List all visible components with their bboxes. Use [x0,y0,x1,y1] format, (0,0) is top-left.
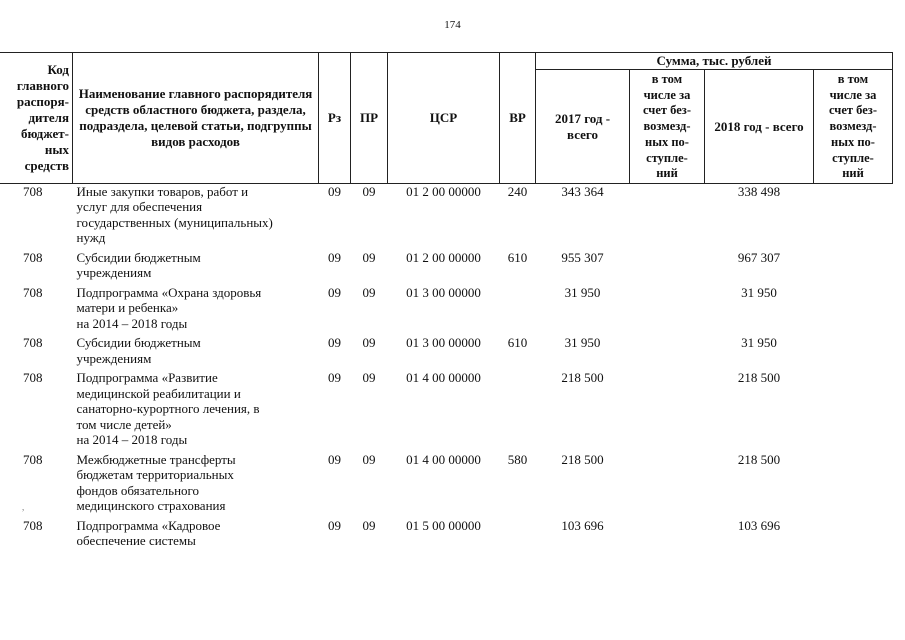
row-name-line: Субсидии бюджетным [76,249,201,265]
row-code-cell: 708 [23,183,43,199]
row-rz-cell: 09 [328,517,341,533]
header-2017-gratuitous-line: числе за [643,87,691,102]
row-rz-cell: 09 [328,451,341,467]
header-vr: ВР [500,53,536,184]
row-2017-gratuitous-cell [630,250,705,285]
row-name-line: Подпрограмма «Охрана здоровья [76,284,262,300]
row-name-line: Подпрограмма «Развитие [76,370,218,386]
row-2018-gratuitous-cell [814,250,893,285]
row-csr-cell: 01 2 00 00000 [406,249,481,265]
row-name-line: санаторно-курортного лечения, в [76,401,260,417]
row-2017-total-cell: 31 950 [564,284,601,300]
row-name-line: учреждениям [76,350,152,366]
row-name-line: медицинского страхования [76,498,226,514]
row-pr-cell: 09 [362,284,376,300]
header-2018-gratuitous-line: счет без- [829,103,877,118]
row-2017-total-cell: 955 307 [561,249,604,265]
row-2017-gratuitous-cell [630,370,705,452]
header-2017-gratuitous-line: в том [651,72,683,86]
row-name-line: фондов обязательного [76,482,200,498]
table-row [0,452,893,518]
header-2018-gratuitous-line: числе за [829,87,877,102]
header-2017-gratuitous [630,70,705,184]
row-2017-gratuitous-cell [630,452,705,518]
row-2017-gratuitous-cell [630,183,705,250]
row-name-line: на 2014 – 2018 годы [76,315,188,331]
row-vr-cell: 610 [507,335,528,351]
row-name-line: медицинской реабилитации и [76,385,241,401]
row-pr-cell: 09 [362,370,376,386]
row-2018-gratuitous-cell [814,183,893,250]
header-2017-gratuitous-line: ступле- [646,150,688,165]
row-rz-cell: 09 [328,284,341,300]
budget-table [0,52,893,553]
row-2017-total-cell: 218 500 [561,370,604,386]
row-2017-total-cell: 343 364 [561,183,604,199]
row-name-cell [73,183,319,250]
table-row [0,285,893,336]
row-csr-cell: 01 3 00 00000 [406,284,481,300]
row-2018-total-cell: 31 950 [741,335,777,351]
row-vr-cell: 610 [507,249,528,265]
header-code [0,53,73,184]
row-name-line: нужд [76,230,106,246]
row-code-cell: 708 [23,284,43,300]
header-code-line: главного [16,77,69,93]
row-csr-cell: 01 2 00 00000 [406,183,481,199]
header-rz: Рз [319,53,351,184]
row-2017-total-cell: 31 950 [564,335,601,351]
row-2018-total-cell: 103 696 [737,517,781,533]
row-pr-cell: 09 [362,451,376,467]
row-code-cell: 708 [23,451,43,467]
row-2018-gratuitous-cell [814,370,893,452]
row-name-line: Иные закупки товаров, работ и [76,183,249,199]
row-name-line: матери и ребенка» [76,300,179,316]
row-2018-total-cell: 218 500 [737,451,781,467]
header-code-line: бюджет- [20,125,69,141]
row-2018-gratuitous-cell [814,452,893,518]
row-vr-cell: 240 [507,183,528,199]
row-code-cell: 708 [23,370,43,386]
row-name-line: государственных (муниципальных) [76,214,273,230]
row-name-line: услуг для обеспечения [76,199,203,215]
header-2018-gratuitous-line: ступле- [832,150,874,165]
header-code-line: дителя [28,109,69,125]
row-vr-cell [500,285,536,336]
row-2017-total-cell: 103 696 [561,517,604,533]
header-2017-gratuitous-line: ний [656,166,678,181]
row-pr-cell: 09 [362,517,376,533]
row-2018-total-cell: 338 498 [737,183,781,199]
row-pr-cell: 09 [362,335,376,351]
header-2018-gratuitous-line: в том [837,72,869,86]
row-name-cell [73,335,319,370]
row-rz-cell: 09 [328,370,341,386]
row-name-cell [73,285,319,336]
row-2018-gratuitous-cell [814,518,893,553]
row-2017-gratuitous-cell [630,335,705,370]
row-name-line: Межбюджетные трансферты [76,451,236,467]
row-csr-cell: 01 4 00 00000 [406,370,481,386]
row-2017-gratuitous-cell [630,285,705,336]
table-header [0,53,893,184]
header-code-line: Код [47,61,69,77]
header-sum: Сумма, тыс. рублей [536,53,893,70]
header-2017-total: 2017 год - всего [536,70,630,184]
row-name-cell [73,250,319,285]
row-name-line: Подпрограмма «Кадровое [76,517,221,533]
header-code-line: распоря- [16,93,69,109]
row-code-cell: 708 [23,335,43,351]
header-2017-gratuitous-line: счет без- [643,103,691,118]
row-name-line: Субсидии бюджетным [76,335,201,351]
row-rz-cell: 09 [328,183,341,199]
table-row [0,183,893,250]
row-name-line: том числе детей» [76,416,172,432]
row-2018-gratuitous-cell [814,285,893,336]
header-2018-gratuitous [814,70,893,184]
row-name-line: учреждениям [76,265,152,281]
row-name-line: бюджетам территориальных [76,467,234,483]
header-code-line: ных [44,141,69,157]
table-row [0,335,893,370]
row-code-cell: 708 [23,517,43,533]
header-name: Наименование главного распорядителя средств областного бюджета, раздела, подраздела, целевой статьи, подгруппы видов расходов [73,53,319,184]
row-2018-gratuitous-cell [814,335,893,370]
row-rz-cell: 09 [328,249,341,265]
row-vr-cell [500,518,536,553]
row-csr-cell: 01 3 00 00000 [406,335,481,351]
row-pr-cell: 09 [362,183,376,199]
scan-speck: , [22,502,25,512]
row-code-cell: 708 [23,249,43,265]
header-2018-gratuitous-line: возмезд- [829,119,877,134]
row-name-cell [73,452,319,518]
row-name-line: на 2014 – 2018 годы [76,432,188,448]
row-csr-cell: 01 5 00 00000 [406,517,481,533]
header-2018-gratuitous-line: ных по- [831,134,875,149]
row-vr-cell [500,370,536,452]
table-body [0,183,893,553]
row-name-cell [73,518,319,553]
header-csr: ЦСР [388,53,500,184]
row-2017-gratuitous-cell [630,518,705,553]
table-row [0,250,893,285]
row-name-cell [73,370,319,452]
row-2018-total-cell: 967 307 [737,249,781,265]
row-csr-cell: 01 4 00 00000 [406,451,481,467]
row-vr-cell: 580 [507,451,528,467]
header-2018-total: 2018 год - всего [705,70,814,184]
header-2017-gratuitous-line: возмезд- [643,119,691,134]
header-pr: ПР [351,53,388,184]
row-pr-cell: 09 [362,249,376,265]
row-name-line: обеспечение системы [76,533,196,549]
row-2018-total-cell: 31 950 [741,284,777,300]
header-2017-gratuitous-line: ных по- [645,134,689,149]
table-row [0,370,893,452]
header-2018-gratuitous-line: ний [842,166,864,181]
row-2018-total-cell: 218 500 [737,370,781,386]
row-2017-total-cell: 218 500 [561,451,604,467]
header-code-line: средств [24,157,69,173]
row-rz-cell: 09 [328,335,341,351]
table-row [0,518,893,553]
page-number: 174 [444,19,461,31]
